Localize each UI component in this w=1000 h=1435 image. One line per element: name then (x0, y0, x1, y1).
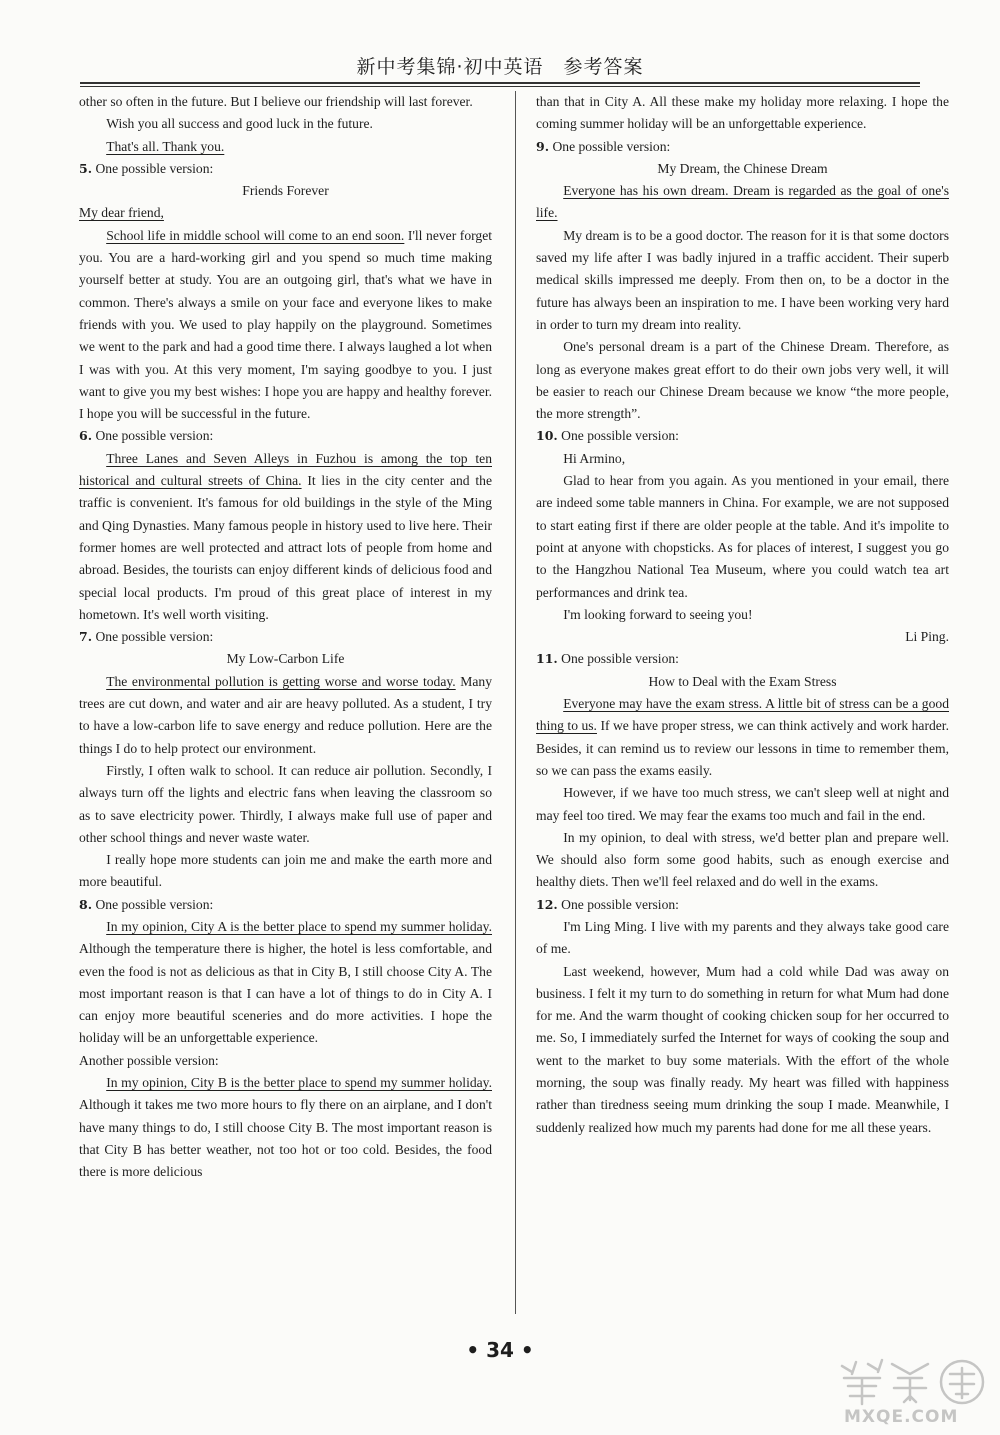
paragraph: Wish you all success and good luck in the future. (106, 116, 373, 132)
site-watermark-logo (834, 1356, 994, 1428)
question-number: 9. (536, 138, 550, 154)
paragraph (79, 136, 492, 158)
body-text: I'll never forget you. You are a hard-working girl and you spend so much time making yourself better at study. You are an outgoing girl, that's what we have in common. There's always a smile on your face and everyone likes to make friends with you. We used to play happily on the playground. Sometimes we went to the park and had a good time there. I always laughed a lot when I was with you. At this very moment, I'm saying goodbye to you. I just want to give you my best wishes: I hope you are happy and healthy forever. I hope you will be successful in the future. (79, 227, 493, 422)
paragraph: However, if we have too much stress, we can't sleep well at night and may feel too tired. We may fear the exams too much and fail in the end. (536, 785, 949, 823)
letter-signature: Li Ping. (905, 629, 949, 645)
paragraph: Last weekend, however, Mum had a cold while Dad was away on business. I felt it my turn to do something in return for what Mum had done for me. And the warm thought of cooking chicken soup for her occurred to me. So, I immediately surfed the Internet for ways of cooking the soup and went to the market to buy some materials. With the effort of the whole morning, the soup was finally ready. My heart was filled with happiness rather than tiredness seeing mum drinking the soup I made. Meanwhile, I suddenly realized how much my parents had done for me all these years. (536, 963, 949, 1135)
question-10-heading (536, 425, 949, 447)
essay-title: My Low-Carbon Life (226, 651, 345, 667)
page-number: • 34 • (466, 1338, 534, 1362)
column-divider (515, 91, 516, 1314)
version-label: One possible version: (95, 629, 214, 645)
underlined-text: The environmental pollution is getting worse and worse today. (106, 673, 456, 689)
paragraph: I'm Ling Ming. I live with my parents and they always take good care of me. (536, 918, 949, 957)
question-6-heading (79, 425, 492, 447)
underlined-text: Everyone has his own dream. Dream is regarded as the goal of one's life. (536, 183, 949, 221)
paragraph: I'm looking forward to seeing you! (563, 606, 753, 622)
right-column (536, 91, 949, 1139)
paragraph: other so often in the future. But I believe our friendship will last forever. (79, 94, 473, 109)
paragraph (536, 693, 949, 782)
body-text: Although it takes me two more hours to fly there on an airplane, and I don't have many things to do, I still choose City B. The most important reason is that City B has better weather, not too hot or too cold. Besides, the food there is more delicious (79, 1097, 492, 1180)
essay-title: How to Deal with the Exam Stress (648, 673, 837, 689)
underlined-text: Everyone may have the exam stress. A little bit of stress can be a good thing to us. (536, 696, 949, 734)
paragraph (79, 1072, 492, 1183)
underlined-text: In my opinion, City B is the better place to spend my summer holiday. (106, 1075, 492, 1091)
version-label: Another possible version: (79, 1052, 219, 1068)
question-number: 6. (79, 428, 93, 444)
question-number: 7. (79, 629, 93, 645)
paragraph: I really hope more students can join me and make the earth more and more beautiful. (79, 852, 492, 890)
question-9-heading (536, 136, 949, 158)
letter-greeting: Hi Armino, (563, 450, 626, 466)
header-rule-thin (80, 86, 920, 87)
underlined-text: In my opinion, City A is the better place to spend my summer holiday. (106, 918, 492, 934)
version-label: One possible version: (95, 160, 214, 176)
version-label: One possible version: (561, 428, 679, 444)
body-text: Although the temperature there is higher, the hotel is less comfortable, and even the food is not as delicious as that in City B, I still choose City A. The most important reason is that I can have a lot of things to do in City A. I can enjoy more beautiful sceneries and do more activities. I hope the holiday will be an unforgettable experience. (79, 941, 492, 1046)
version-label: One possible version: (95, 896, 214, 912)
body-text: If we have proper stress, we can think actively and work harder. Besides, it can remind us to review our lessons in time to remember them, so we can pass the exams easily. (536, 718, 949, 778)
question-5-heading (79, 158, 492, 180)
paragraph (79, 225, 492, 426)
essay-title: My Dream, the Chinese Dream (657, 160, 828, 176)
question-11-heading (536, 648, 949, 670)
question-12-heading (536, 894, 949, 916)
paragraph (79, 671, 492, 760)
paragraph (536, 180, 949, 225)
paragraph: Firstly, I often walk to school. It can reduce air pollution. Secondly, I always turn off the lights and electric fans when leaving the classroom so as to save electricity power. Thirdly, I always make full use of paper and other school things and never waste water. (79, 762, 492, 845)
svg-text:MXQE.COM: MXQE.COM (844, 1407, 959, 1427)
header-rule (80, 82, 920, 84)
underlined-text: That's all. Thank you. (106, 138, 225, 154)
page-header: 新中考集锦·初中英语 参考答案 (356, 56, 644, 78)
version-label: One possible version: (561, 651, 679, 667)
paragraph (79, 448, 492, 626)
question-8-heading (79, 894, 492, 916)
paragraph: than that in City A. All these make my holiday more relaxing. I hope the coming summer holiday will be an unforgettable experience. (536, 94, 949, 132)
question-number: 8. (79, 896, 93, 912)
body-text: Many trees are cut down, and water and air are heavy polluted. As a student, I try to have a low-carbon life to save energy and reduce pollution. Here are the things I do to help protect our environment. (79, 673, 492, 756)
question-7-heading (79, 626, 492, 648)
paragraph: My dream is to be a good doctor. The reason for it is that some doctors saved my life after I was badly injured in a traffic accident. Their superb medical skills impressed me deeply. From then on, to be a doctor in the future has always been an inspiration to me. I have been working very hard in order to turn my dream into reality. (536, 227, 949, 332)
question-number: 5. (79, 160, 93, 176)
body-text: It lies in the city center and the traffic is convenient. It's famous for old buildings in the style of the Ming and Qing Dynasties. Many famous people in history used to live here. Their former homes are well protected and attract lots of people from home and abroad. Besides, the tourists can enjoy different kinds of delicious food and special local products. I'm proud of this great place of interest in my hometown. It's well worth visiting. (79, 473, 492, 622)
version-label: One possible version: (95, 428, 214, 444)
version-label: One possible version: (552, 138, 671, 154)
paragraph: In my opinion, to deal with stress, we'd better plan and prepare well. We should also form some good habits, such as enough exercise and healthy diets. Then we'll feel relaxed and do well in the exams. (536, 829, 949, 890)
question-number: 11. (536, 651, 558, 667)
underlined-text: Three Lanes and Seven Alleys in Fuzhou is among the top ten historical and cultural streets of China. (79, 450, 492, 489)
version-label: One possible version: (561, 896, 679, 912)
paragraph (79, 916, 492, 1050)
underlined-text: School life in middle school will come to an end soon. (106, 227, 405, 243)
left-column (79, 91, 492, 1184)
paragraph: Glad to hear from you again. As you mentioned in your email, there are indeed some table manners in China. For example, we are not supposed to start eating first if there are older people at the table. And it's impolite to point at anyone with chopsticks. As for places of interest, I suggest you go to the Hangzhou National Tea Museum, where you could watch tea art performances and drink tea. (536, 473, 949, 600)
underlined-text: My dear friend, (79, 205, 164, 221)
essay-title: Friends Forever (242, 183, 329, 199)
paragraph (79, 202, 492, 224)
question-number: 10. (536, 428, 558, 444)
question-number: 12. (536, 896, 558, 912)
paragraph: One's personal dream is a part of the Chinese Dream. Therefore, as long as everyone makes great effort to do their own jobs very well, it will be easier to reach our Chinese Dream because we know “the more people, the more strength”. (536, 339, 949, 422)
